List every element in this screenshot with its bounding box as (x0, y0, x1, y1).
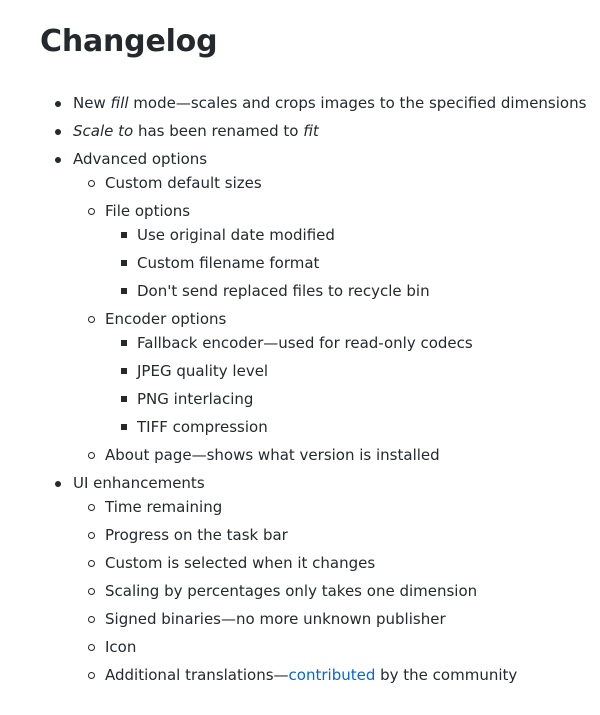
list-item-about-page (73, 445, 600, 465)
contributed-link[interactable]: contributed (288, 666, 376, 684)
list-item-encoder-options (73, 309, 600, 437)
encoder-options-sublist (105, 333, 600, 437)
custom-filename-label: Custom filename format (137, 254, 320, 272)
file-options-sublist (105, 225, 600, 301)
png-interlacing-label: PNG interlacing (137, 390, 254, 408)
changelog-list (40, 93, 600, 685)
list-item-additional-translations (73, 665, 600, 685)
signed-binaries-label: Signed binaries—no more unknown publisher (105, 610, 446, 628)
dont-send-recycle-label: Don't send replaced files to recycle bin (137, 282, 430, 300)
time-remaining-label: Time remaining (105, 498, 223, 516)
fallback-encoder-label: Fallback encoder—used for read-only codecs (137, 334, 473, 352)
list-item-png-interlacing (105, 389, 600, 409)
list-item-scale-renamed (40, 121, 600, 141)
scale-mid: has been renamed to (133, 122, 304, 140)
ui-enhancements-sublist (73, 497, 600, 685)
ui-enhancements-label: UI enhancements (73, 474, 205, 492)
jpeg-quality-label: JPEG quality level (137, 362, 269, 380)
list-item-signed-binaries (73, 609, 600, 629)
list-item-advanced-options (40, 149, 600, 465)
list-item-file-options (73, 201, 600, 301)
tiff-compression-label: TIFF compression (137, 418, 268, 436)
advanced-options-label: Advanced options (73, 150, 208, 168)
list-item-use-original-date (105, 225, 600, 245)
scale-to-term: Scale to (73, 122, 134, 140)
custom-selected-label: Custom is selected when it changes (105, 554, 376, 572)
translations-post: by the community (375, 666, 518, 684)
list-item-fill-mode (40, 93, 600, 113)
fit-term: fit (303, 122, 319, 140)
progress-taskbar-label: Progress on the task bar (105, 526, 288, 544)
list-item-progress-taskbar (73, 525, 600, 545)
list-item-dont-send-recycle (105, 281, 600, 301)
list-item-icon (73, 637, 600, 657)
list-item-fallback-encoder (105, 333, 600, 353)
custom-default-sizes-label: Custom default sizes (105, 174, 262, 192)
fill-post: mode—scales and crops images to the specified dimensions (128, 94, 587, 112)
translations-pre: Additional translations— (105, 666, 289, 684)
page-title: Changelog (40, 24, 218, 59)
list-item-tiff-compression (105, 417, 600, 437)
icon-label: Icon (105, 638, 137, 656)
list-item-custom-default-sizes (73, 173, 600, 193)
about-page-label: About page—shows what version is installed (105, 446, 440, 464)
list-item-custom-selected (73, 553, 600, 573)
list-item-custom-filename (105, 253, 600, 273)
list-item-time-remaining (73, 497, 600, 517)
list-item-scaling-percent (73, 581, 600, 601)
scaling-percent-label: Scaling by percentages only takes one dimension (105, 582, 478, 600)
list-item-ui-enhancements (40, 473, 600, 685)
file-options-label: File options (105, 202, 191, 220)
fill-pre: New (73, 94, 111, 112)
fill-term: fill (110, 94, 129, 112)
use-original-date-label: Use original date modified (137, 226, 335, 244)
encoder-options-label: Encoder options (105, 310, 227, 328)
list-item-jpeg-quality (105, 361, 600, 381)
advanced-options-sublist (73, 173, 600, 465)
